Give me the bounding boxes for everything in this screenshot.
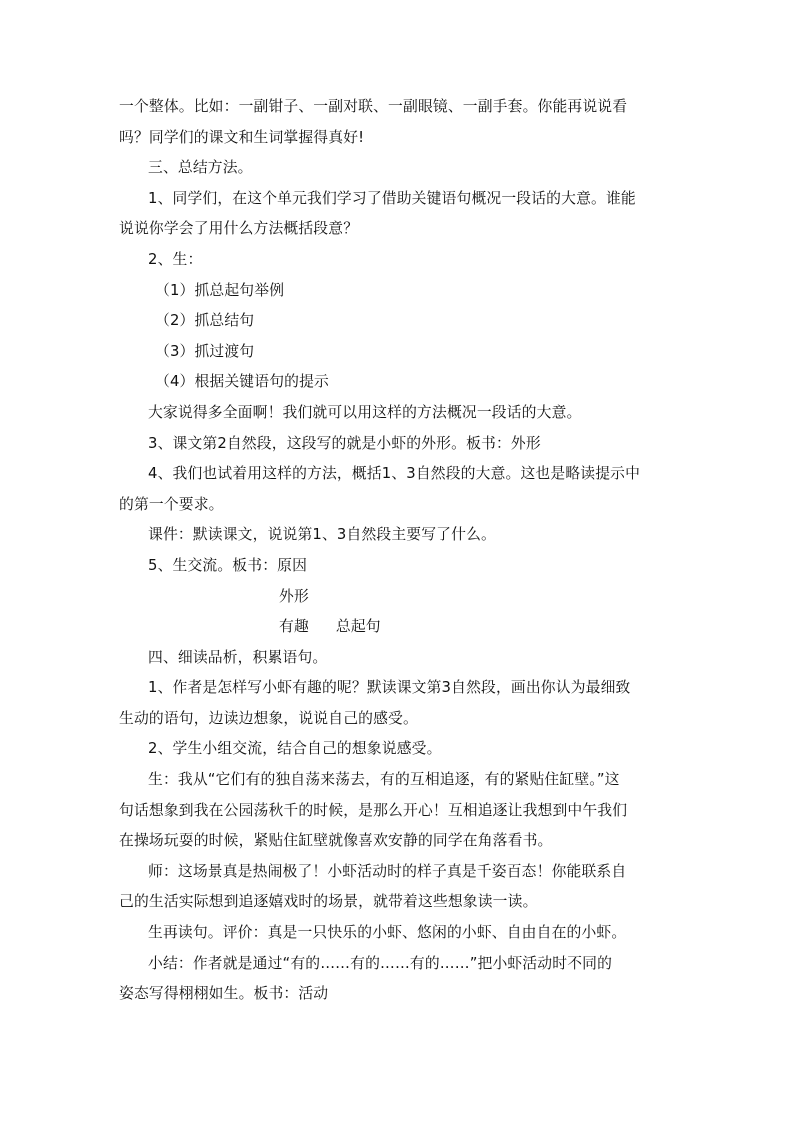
board-line: 外形 (279, 587, 309, 605)
paragraph-line: 姿态写得栩栩如生。板书：活动 (119, 985, 329, 1003)
paragraph-line: 句话想象到我在公园荡秋千的时候，是那么开心！互相追逐让我想到中午我们 (119, 801, 628, 819)
paragraph-line: 3、课文第2自然段，这段写的就是小虾的外形。板书：外形 (148, 434, 541, 452)
paragraph-line: 生：我从“它们有的独自荡来荡去，有的互相追逐，有的紧贴住缸壁。”这 (148, 771, 620, 789)
paragraph-line: 4、我们也试着用这样的方法，概括1、3自然段的大意。这也是略读提示中 (148, 465, 641, 483)
paragraph-line: 的第一个要求。 (119, 495, 224, 513)
paragraph-line: 师：这场景真是热闹极了！小虾活动时的样子真是千姿百态！你能联系自 (148, 862, 627, 880)
paragraph-line: 2、学生小组交流，结合自己的想象说感受。 (148, 740, 442, 758)
paragraph-line: 2、生： (148, 250, 203, 268)
paragraph-line: 生动的语句，边读边想象，说说自己的感受。 (119, 709, 418, 727)
list-item: （2）抓总结句 (155, 312, 255, 330)
list-item: （3）抓过渡句 (155, 342, 255, 360)
paragraph-line: 在操场玩耍的时候，紧贴住缸壁就像喜欢安静的同学在角落看书。 (119, 832, 553, 850)
section-heading: 四、细读品析，积累语句。 (148, 648, 328, 666)
paragraph-line: 1、作者是怎样写小虾有趣的呢？默读课文第3自然段，画出你认为最细致 (148, 679, 631, 697)
paragraph-line: 小结：作者就是通过“有的……有的……有的……”把小虾活动时不同的 (148, 954, 613, 972)
paragraph-line: 己的生活实际想到追逐嬉戏时的场景，就带着这些想象读一读。 (119, 893, 538, 911)
board-note-item: 总起句 (335, 618, 381, 636)
paragraph-line: 大家说得多全面啊！我们就可以用这样的方法概况一段话的大意。 (148, 403, 582, 421)
paragraph-line: 说说你学会了用什么方法概括段意？ (119, 220, 359, 238)
paragraph-line: 1、同学们，在这个单元我们学习了借助关键语句概况一段话的大意。谁能 (148, 189, 636, 207)
paragraph-line: 一个整体。比如：一副钳子、一副对联、一副眼镜、一副手套。你能再说说看 (119, 98, 628, 115)
document-body (119, 92, 677, 1010)
list-item: （1）抓总起句举例 (155, 281, 285, 299)
paragraph-line: 吗？同学们的课文和生词掌握得真好! (119, 128, 365, 146)
section-heading: 三、总结方法。 (148, 159, 253, 177)
paragraph-line: 生再读句。评价：真是一只快乐的小虾、悠闲的小虾、自由自在的小虾。 (148, 924, 627, 942)
board-line-with-note (119, 612, 677, 643)
board-note-item: 有趣 (279, 618, 309, 636)
paragraph-line: 5、生交流。板书：原因 (148, 556, 308, 574)
paragraph-line: 课件：默读课文，说说第1、3自然段主要写了什么。 (148, 526, 496, 544)
list-item: （4）根据关键语句的提示 (155, 373, 329, 391)
